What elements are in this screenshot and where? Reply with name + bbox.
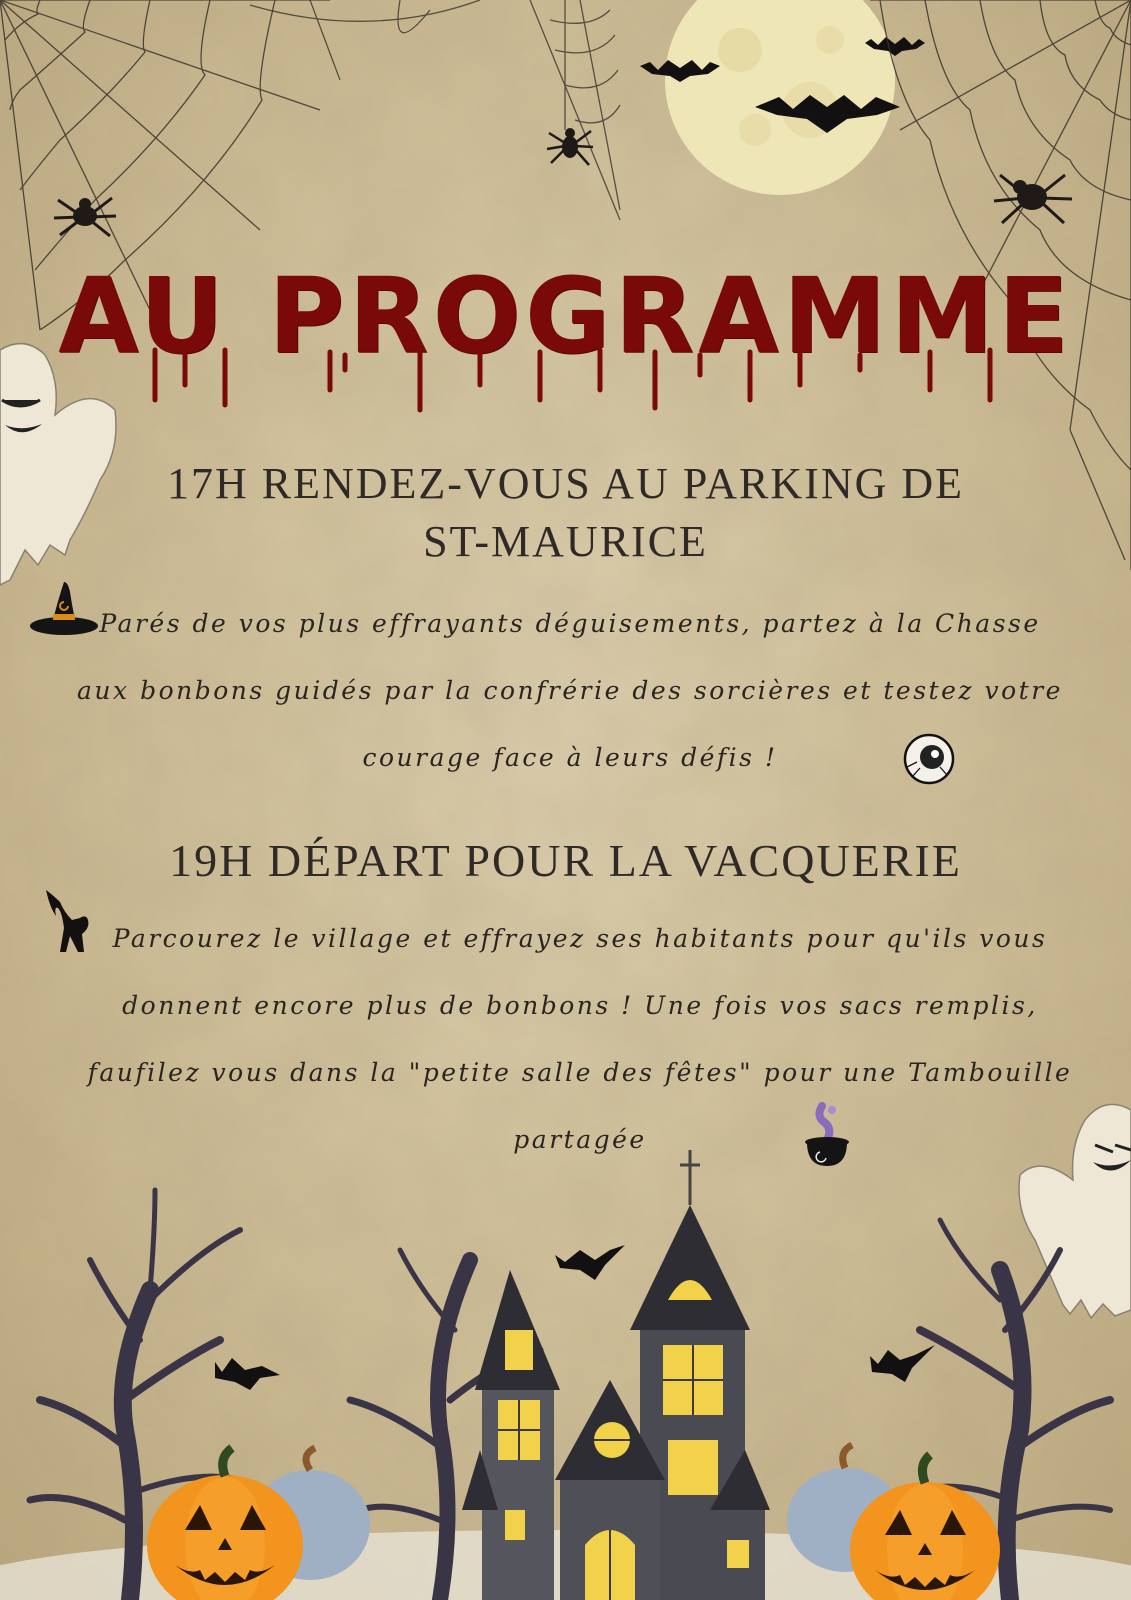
spider-icon	[50, 190, 120, 245]
jack-o-lantern-icon	[147, 1448, 303, 1600]
blood-drips	[0, 330, 1131, 420]
event-1-description: Parés de vos plus effrayants déguisements, partez à la Chasse aux bonbons guidés par la confrérie des sorcières et testez votre courage face à leurs défis !	[77, 609, 1063, 772]
bat-icon	[215, 1358, 280, 1390]
bat-icon	[870, 1345, 935, 1382]
event-1-heading	[0, 455, 1131, 571]
event-2-heading: 19H DÉPART POUR LA VACQUERIE	[169, 835, 962, 886]
event-1-heading-line2: ST-MAURICE	[423, 517, 708, 566]
spider-icon	[545, 115, 595, 175]
spider-web-icon	[250, 0, 670, 230]
page-title: AU PROGRAMME	[58, 255, 1073, 377]
haunted-house-icon	[462, 1150, 770, 1600]
bat-icon	[640, 50, 720, 86]
eyeball-icon	[902, 732, 956, 786]
event-2-description: Parcourez le village et effrayez ses habitants pour qu'ils vous donnent encore plus de bonbons ! Une fois vos sacs remplis, faufilez vous dans la "petite salle des fêtes" pour une Tambouille partagée	[87, 924, 1073, 1154]
haunted-scene	[0, 1150, 1131, 1600]
spider-icon	[990, 165, 1075, 230]
bat-icon	[555, 1245, 625, 1280]
event-1-heading-line1: 17H RENDEZ-VOUS AU PARKING DE	[166, 459, 965, 508]
